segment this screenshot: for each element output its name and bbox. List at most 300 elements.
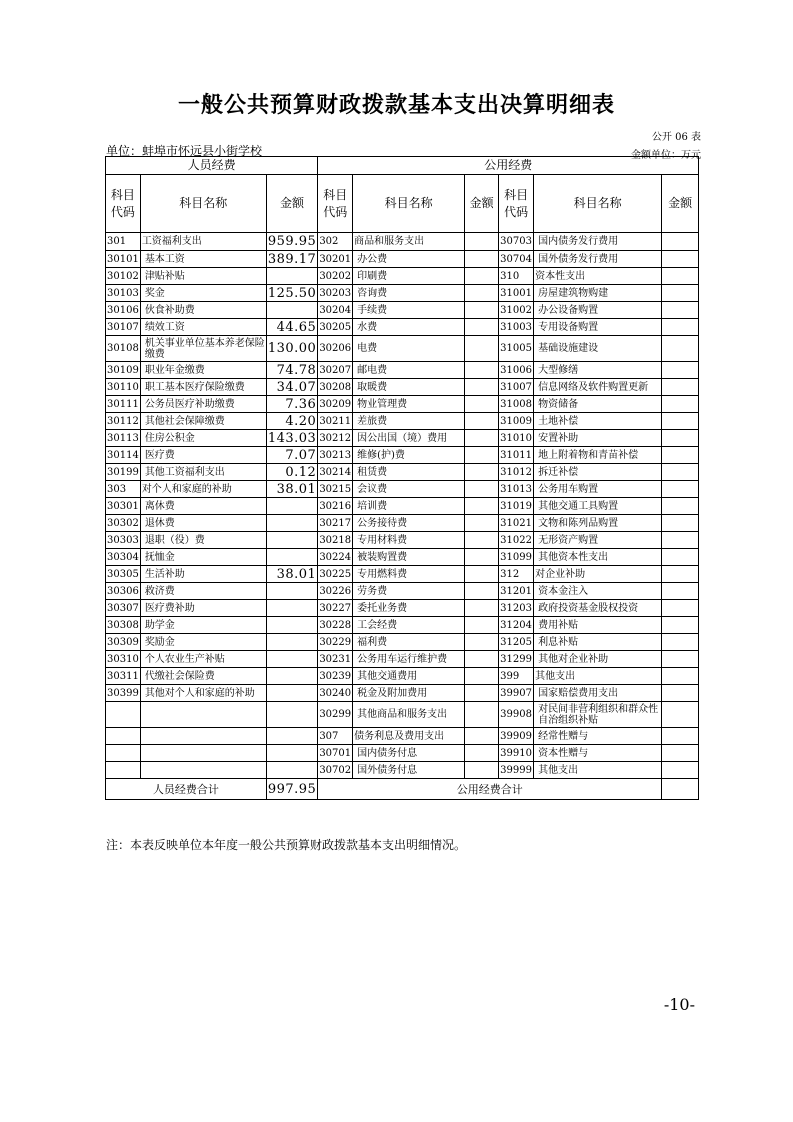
table-row	[106, 702, 699, 728]
subject-code: 30308	[106, 617, 141, 634]
subject-name: 债务利息及费用支出	[353, 728, 465, 745]
table-row	[106, 336, 699, 362]
subject-code: 30108	[106, 336, 141, 362]
subject-code: 30306	[106, 583, 141, 600]
amount-cell	[465, 379, 499, 396]
subject-name: 工会经费	[353, 617, 465, 634]
amount-cell	[266, 685, 318, 702]
amount-cell	[662, 651, 699, 668]
subject-name: 其他社会保障缴费	[140, 413, 266, 430]
amount-cell	[662, 481, 699, 498]
subject-code: 39999	[499, 762, 534, 779]
amount-cell	[465, 566, 499, 583]
table-row	[106, 651, 699, 668]
amount-cell	[465, 413, 499, 430]
subject-code: 31205	[499, 634, 534, 651]
amount-cell	[465, 668, 499, 685]
subject-name: 办公设备购置	[534, 302, 662, 319]
subject-name: 大型修缮	[534, 362, 662, 379]
subject-code: 30229	[318, 634, 353, 651]
subject-name: 公务用车运行维护费	[353, 651, 465, 668]
subject-name: 职工基本医疗保险缴费	[140, 379, 266, 396]
subject-code: 31021	[499, 515, 534, 532]
subject-code: 30310	[106, 651, 141, 668]
subject-code: 30240	[318, 685, 353, 702]
table-row	[106, 268, 699, 285]
table-row	[106, 583, 699, 600]
subject-name: 邮电费	[353, 362, 465, 379]
subject-name: 培训费	[353, 498, 465, 515]
amount-cell	[465, 583, 499, 600]
code-header: 科目代码	[106, 175, 141, 233]
subject-code: 30301	[106, 498, 141, 515]
subject-name: 救济费	[140, 583, 266, 600]
amount-cell	[662, 668, 699, 685]
table-row	[106, 745, 699, 762]
subject-name: 公务接待费	[353, 515, 465, 532]
amount-header: 金额	[662, 175, 699, 233]
amount-cell	[266, 668, 318, 685]
subject-code: 31011	[499, 447, 534, 464]
subject-code: 30217	[318, 515, 353, 532]
subject-code	[106, 728, 141, 745]
subject-code: 30207	[318, 362, 353, 379]
amount-cell: 38.01	[266, 566, 318, 583]
amount-cell	[465, 233, 499, 251]
amount-cell	[465, 251, 499, 268]
subject-code: 30213	[318, 447, 353, 464]
table-row	[106, 379, 699, 396]
subject-code: 31001	[499, 285, 534, 302]
public-section-header: 公用经费	[318, 157, 699, 175]
amount-cell	[662, 685, 699, 702]
subject-code: 39907	[499, 685, 534, 702]
subject-code: 30199	[106, 464, 141, 481]
subject-code: 30112	[106, 413, 141, 430]
amount-cell	[465, 285, 499, 302]
personnel-total-amount: 997.95	[266, 779, 318, 800]
subject-name: 委托业务费	[353, 600, 465, 617]
subject-code: 30225	[318, 566, 353, 583]
subject-code: 31012	[499, 464, 534, 481]
subject-name: 土地补偿	[534, 413, 662, 430]
table-row	[106, 447, 699, 464]
subject-code: 30702	[318, 762, 353, 779]
subject-name: 文物和陈列品购置	[534, 515, 662, 532]
name-header: 科目名称	[140, 175, 266, 233]
amount-cell: 0.12	[266, 464, 318, 481]
amount-cell	[662, 430, 699, 447]
subject-name: 咨询费	[353, 285, 465, 302]
subject-name	[140, 702, 266, 728]
subject-code: 30304	[106, 549, 141, 566]
subject-code: 30101	[106, 251, 141, 268]
subject-code: 31203	[499, 600, 534, 617]
name-header: 科目名称	[534, 175, 662, 233]
amount-cell	[465, 464, 499, 481]
page-number: -10-	[663, 995, 695, 1014]
public-total-amount	[662, 779, 699, 800]
subject-code: 31019	[499, 498, 534, 515]
subject-name: 伙食补助费	[140, 302, 266, 319]
subject-name: 专用材料费	[353, 532, 465, 549]
subject-code: 30205	[318, 319, 353, 336]
subject-name: 抚恤金	[140, 549, 266, 566]
total-row	[106, 779, 699, 800]
amount-cell	[662, 251, 699, 268]
amount-cell	[662, 515, 699, 532]
amount-cell: 125.50	[267, 285, 317, 301]
subject-code: 30201	[318, 251, 353, 268]
subject-code: 302	[318, 233, 353, 251]
subject-name: 安置补助	[534, 430, 662, 447]
subject-name: 资本性赠与	[534, 745, 662, 762]
subject-name: 因公出国（境）费用	[353, 430, 465, 447]
subject-name: 水费	[353, 319, 465, 336]
subject-code: 30204	[318, 302, 353, 319]
subject-code: 30113	[106, 430, 141, 447]
amount-cell	[465, 702, 499, 728]
subject-code: 30209	[318, 396, 353, 413]
subject-code: 30107	[106, 319, 141, 336]
subject-code: 31010	[499, 430, 534, 447]
subject-name: 商品和服务支出	[353, 233, 465, 251]
subject-code: 30309	[106, 634, 141, 651]
subject-code: 31006	[499, 362, 534, 379]
amount-cell	[465, 268, 499, 285]
subject-code: 30202	[318, 268, 353, 285]
amount-unit: 金额单位：万元	[631, 150, 701, 161]
amount-cell	[662, 634, 699, 651]
subject-name: 绩效工资	[140, 319, 266, 336]
subject-name: 电费	[353, 336, 465, 362]
subject-name	[140, 762, 266, 779]
subject-code: 301	[106, 233, 141, 251]
amount-cell	[465, 498, 499, 515]
form-number: 公开 06 表	[651, 132, 701, 143]
subject-code: 30110	[106, 379, 141, 396]
subject-name: 基本工资	[140, 251, 266, 268]
subject-code: 30114	[106, 447, 141, 464]
table-row	[106, 498, 699, 515]
subject-code: 31009	[499, 413, 534, 430]
amount-cell	[662, 319, 699, 336]
subject-name: 基础设施建设	[534, 336, 662, 362]
amount-cell	[662, 498, 699, 515]
subject-name: 住房公积金	[140, 430, 266, 447]
subject-name: 其他对企业补助	[534, 651, 662, 668]
table-row	[106, 532, 699, 549]
subject-code: 30109	[106, 362, 141, 379]
subject-code: 30212	[318, 430, 353, 447]
unit-label: 单位：蚌埠市怀远县小街学校	[106, 144, 263, 158]
subject-name: 专用燃料费	[353, 566, 465, 583]
subject-name: 物资储备	[534, 396, 662, 413]
subject-code: 30239	[318, 668, 353, 685]
amount-cell	[662, 302, 699, 319]
amount-cell	[266, 549, 318, 566]
amount-cell	[662, 379, 699, 396]
subject-code: 30703	[499, 233, 534, 251]
subject-name: 经常性赠与	[534, 728, 662, 745]
subject-code: 30103	[106, 285, 141, 302]
table-row	[106, 634, 699, 651]
subject-code: 39909	[499, 728, 534, 745]
personnel-section-header: 人员经费	[106, 157, 318, 175]
table-row	[106, 481, 699, 498]
subject-name: 差旅费	[353, 413, 465, 430]
amount-cell	[662, 447, 699, 464]
subject-code	[106, 745, 141, 762]
subject-name: 国家赔偿费用支出	[534, 685, 662, 702]
subject-code: 31003	[499, 319, 534, 336]
amount-cell	[465, 685, 499, 702]
subject-name: 地上附着物和青苗补偿	[534, 447, 662, 464]
name-header: 科目名称	[353, 175, 465, 233]
amount-cell	[662, 413, 699, 430]
subject-name: 其他对个人和家庭的补助	[140, 685, 266, 702]
subject-code: 30704	[499, 251, 534, 268]
amount-cell	[465, 515, 499, 532]
amount-cell	[662, 745, 699, 762]
amount-cell	[465, 762, 499, 779]
subject-code: 30228	[318, 617, 353, 634]
subject-name: 政府投资基金股权投资	[534, 600, 662, 617]
subject-name: 维修(护)费	[353, 447, 465, 464]
subject-code: 30208	[318, 379, 353, 396]
amount-cell	[662, 336, 699, 362]
subject-code: 30214	[318, 464, 353, 481]
table-row	[106, 566, 699, 583]
subject-name: 退休费	[140, 515, 266, 532]
subject-code: 39908	[499, 702, 534, 728]
amount-cell	[662, 268, 699, 285]
subject-name: 奖金	[140, 285, 266, 302]
subject-code: 312	[499, 566, 534, 583]
subject-name: 资本金注入	[534, 583, 662, 600]
amount-cell: 38.01	[266, 481, 318, 498]
amount-cell	[266, 515, 318, 532]
subject-name: 退职（役）费	[140, 532, 266, 549]
amount-cell	[662, 566, 699, 583]
subject-name: 其他交通费用	[353, 668, 465, 685]
subject-name	[140, 745, 266, 762]
subject-code: 30311	[106, 668, 141, 685]
amount-cell	[266, 745, 318, 762]
subject-name: 专用设备购置	[534, 319, 662, 336]
subject-code: 30215	[318, 481, 353, 498]
amount-cell	[465, 447, 499, 464]
amount-cell	[465, 634, 499, 651]
amount-cell	[465, 617, 499, 634]
table-row	[106, 762, 699, 779]
expenditure-table	[105, 156, 699, 800]
public-total-label: 公用经费合计	[318, 779, 662, 800]
subject-code: 30302	[106, 515, 141, 532]
subject-name: 公务用车购置	[534, 481, 662, 498]
table-row	[106, 285, 699, 302]
amount-cell: 34.07	[266, 379, 318, 396]
subject-code: 31299	[499, 651, 534, 668]
subject-code: 30227	[318, 600, 353, 617]
subject-code: 30399	[106, 685, 141, 702]
subject-name: 被装购置费	[353, 549, 465, 566]
subject-name: 国外债务付息	[353, 762, 465, 779]
amount-cell	[662, 617, 699, 634]
subject-name: 利息补贴	[534, 634, 662, 651]
table-row	[106, 464, 699, 481]
amount-cell: 7.07	[266, 447, 318, 464]
subject-name: 对企业补助	[534, 566, 662, 583]
subject-code: 31204	[499, 617, 534, 634]
subject-code: 310	[499, 268, 534, 285]
amount-cell: 44.65	[266, 319, 318, 336]
subject-name: 拆迁补偿	[534, 464, 662, 481]
amount-cell	[465, 302, 499, 319]
subject-code: 31002	[499, 302, 534, 319]
amount-cell	[662, 396, 699, 413]
subject-name: 公务员医疗补助缴费	[140, 396, 266, 413]
amount-cell	[465, 362, 499, 379]
amount-cell	[662, 362, 699, 379]
subject-code: 30307	[106, 600, 141, 617]
table-row	[106, 319, 699, 336]
page-title: 一般公共预算财政拨款基本支出决算明细表	[177, 93, 615, 118]
section-header-row	[106, 157, 699, 175]
subject-code: 30218	[318, 532, 353, 549]
subject-name: 其他商品和服务支出	[353, 702, 465, 728]
amount-header: 金额	[266, 175, 318, 233]
table-row	[106, 668, 699, 685]
subject-name: 租赁费	[353, 464, 465, 481]
subject-name: 取暖费	[353, 379, 465, 396]
code-header: 科目代码	[318, 175, 353, 233]
column-header-row	[106, 175, 699, 233]
table-row	[106, 549, 699, 566]
code-header: 科目代码	[499, 175, 534, 233]
footnote: 注：本表反映单位本年度一般公共预算财政拨款基本支出明细情况。	[106, 838, 467, 852]
amount-cell	[465, 728, 499, 745]
amount-cell	[266, 728, 318, 745]
amount-cell	[662, 728, 699, 745]
amount-cell: 74.78	[266, 362, 318, 379]
table-row	[106, 251, 699, 268]
amount-header: 金额	[465, 175, 499, 233]
amount-cell	[465, 532, 499, 549]
amount-cell	[662, 762, 699, 779]
subject-name: 费用补贴	[534, 617, 662, 634]
amount-cell	[266, 634, 318, 651]
amount-cell: 959.95	[267, 234, 317, 249]
subject-code: 30224	[318, 549, 353, 566]
amount-cell	[266, 617, 318, 634]
subject-code: 30111	[106, 396, 141, 413]
table-row	[106, 233, 699, 251]
subject-code: 307	[318, 728, 353, 745]
table-row	[106, 413, 699, 430]
subject-name: 信息网络及软件购置更新	[534, 379, 662, 396]
subject-code: 30206	[318, 336, 353, 362]
amount-cell	[266, 702, 318, 728]
subject-code: 30303	[106, 532, 141, 549]
subject-name: 房屋建筑物购建	[534, 285, 662, 302]
subject-name: 机关事业单位基本养老保险缴费	[140, 336, 266, 362]
subject-name: 其他支出	[534, 668, 662, 685]
subject-name: 办公费	[353, 251, 465, 268]
subject-code: 39910	[499, 745, 534, 762]
amount-cell	[266, 651, 318, 668]
subject-name: 医疗费补助	[140, 600, 266, 617]
subject-name: 会议费	[353, 481, 465, 498]
amount-cell	[266, 600, 318, 617]
subject-name: 对个人和家庭的补助	[140, 481, 266, 498]
subject-name: 职业年金缴费	[140, 362, 266, 379]
amount-cell	[266, 532, 318, 549]
subject-code: 31099	[499, 549, 534, 566]
subject-name: 其他交通工具购置	[534, 498, 662, 515]
table-row	[106, 396, 699, 413]
subject-code: 31005	[499, 336, 534, 362]
subject-code: 31007	[499, 379, 534, 396]
subject-name: 生活补助	[140, 566, 266, 583]
amount-cell	[662, 233, 699, 251]
amount-cell	[465, 396, 499, 413]
subject-name: 国外债务发行费用	[534, 251, 662, 268]
subject-name: 个人农业生产补贴	[140, 651, 266, 668]
amount-cell	[465, 481, 499, 498]
subject-name: 其他资本性支出	[534, 549, 662, 566]
amount-cell	[662, 532, 699, 549]
amount-cell: 389.17	[267, 251, 317, 267]
table-row	[106, 600, 699, 617]
subject-code: 30216	[318, 498, 353, 515]
amount-cell	[266, 762, 318, 779]
subject-code: 31008	[499, 396, 534, 413]
amount-cell: 143.03	[267, 430, 317, 446]
amount-cell	[662, 549, 699, 566]
subject-code: 31201	[499, 583, 534, 600]
subject-name: 助学金	[140, 617, 266, 634]
amount-cell: 7.36	[266, 396, 318, 413]
table-row	[106, 302, 699, 319]
table-row	[106, 362, 699, 379]
amount-cell: 4.20	[266, 413, 318, 430]
amount-cell	[465, 745, 499, 762]
personnel-total-label: 人员经费合计	[106, 779, 267, 800]
subject-code	[106, 762, 141, 779]
subject-code: 303	[106, 481, 141, 498]
amount-cell	[662, 702, 699, 728]
table-row	[106, 685, 699, 702]
subject-name: 国内债务付息	[353, 745, 465, 762]
amount-cell	[465, 336, 499, 362]
subject-name: 医疗费	[140, 447, 266, 464]
subject-name	[140, 728, 266, 745]
amount-cell	[266, 268, 318, 285]
subject-code: 30106	[106, 302, 141, 319]
subject-name: 物业管理费	[353, 396, 465, 413]
table-row	[106, 617, 699, 634]
subject-name: 税金及附加费用	[353, 685, 465, 702]
subject-code: 30226	[318, 583, 353, 600]
subject-code: 399	[499, 668, 534, 685]
subject-name: 印刷费	[353, 268, 465, 285]
subject-name: 劳务费	[353, 583, 465, 600]
subject-code: 31022	[499, 532, 534, 549]
subject-code: 30701	[318, 745, 353, 762]
subject-code	[106, 702, 141, 728]
subject-code: 30299	[318, 702, 353, 728]
